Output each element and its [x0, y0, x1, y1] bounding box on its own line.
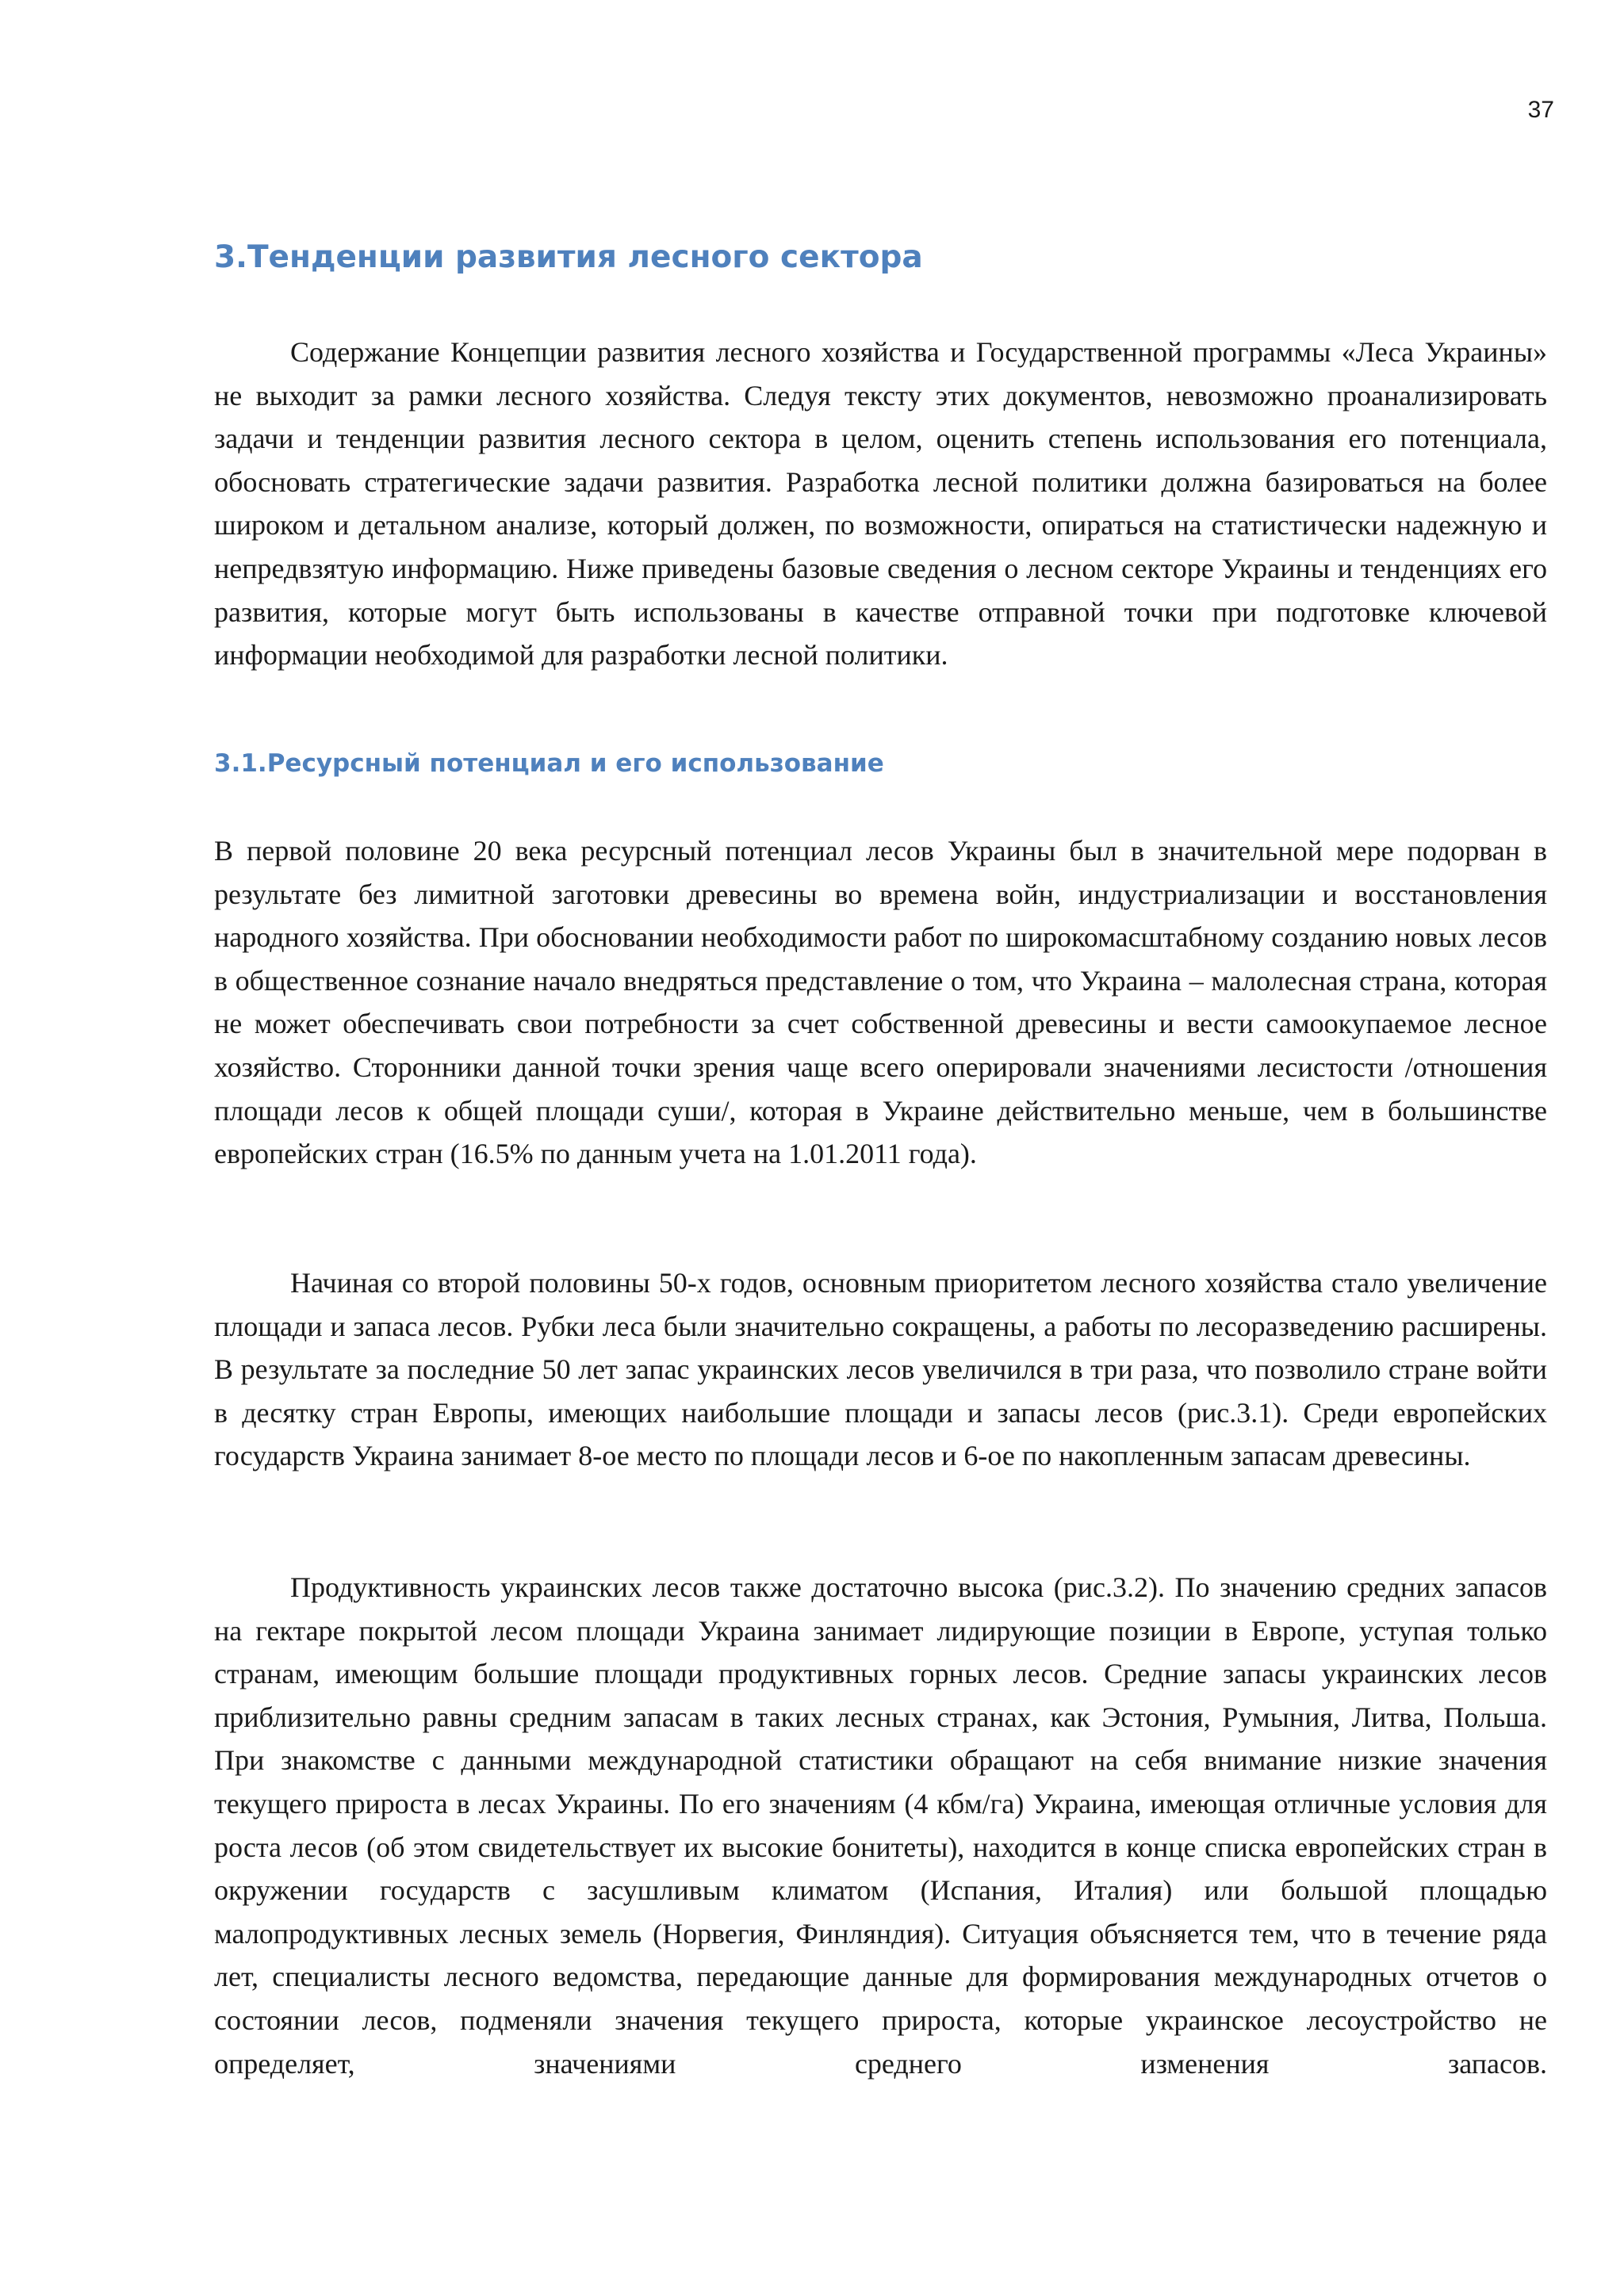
section-paragraph-3: Продуктивность украинских лесов также достаточно высока (рис.3.2). По значению средних запасов на гектаре покрытой лесом площади Украина занимает лидирующие позиции в Европе, уступая только странам, имеющим большие площади продуктивных горных лесов. Средние запасы украинских лесов приблизительно равны средним запасам в таких лесных странах, как Эстония, Румыния, Литва, Польша. При знакомстве с данными международной статистики обращают на себя внимание низкие значения текущего прироста в лесах Украины. По его значениям (4 кбм/га) Украина, имеющая отличные условия для роста лесов (об этом свидетельствует их высокие бонитеты), находится в конце списка европейских стран в окружении государств с засушливым климатом (Испания, Италия) или большой площадью малопродуктивных лесных земель (Норвегия, Финляндия). Ситуация объясняется тем, что в течение ряда лет, специалисты лесного ведомства, передающие данные для формирования международных отчетов о состоянии лесов, подменяли значения текущего прироста, которые украинское лесоустройство не определяет, значениями среднего изменения запасов. — [214, 1571, 1547, 2080]
section-paragraph-1: В первой половине 20 века ресурсный потенциал лесов Украины был в значительной мере подорван в результате без лимитной заготовки древесины во времена войн, индустриализации и восстановления народного хозяйства. При обосновании необходимости работ по широкомасштабному созданию новых лесов в общественное сознание начало внедряться представление о том, что Украина – малолесная страна, которая не может обеспечивать свои потребности за счет собственной древесины и вести самоокупаемое лесное хозяйство. Сторонники данной точки зрения чаще всего оперировали значениями лесистости /отношения площади лесов к общей площади суши/, которая в Украине действительно меньше, чем в большинстве европейских стран (16.5% по данным учета на 1.01.2011 года). — [214, 835, 1547, 1170]
chapter-intro-paragraph: Содержание Концепции развития лесного хозяйства и Государственной программы «Леса Украины» не выходит за рамки лесного хозяйства. Следуя тексту этих документов, невозможно проанализировать задачи и тенденции развития лесного сектора в целом, оценить степень использования его потенциала, обосновать стратегические задачи развития. Разработка лесной политики должна базироваться на более широком и детальном анализе, который должен, по возможности, опираться на статистически надежную и непредвзятую информацию. Ниже приведены базовые сведения о лесном секторе Украины и тенденциях его развития, которые могут быть использованы в качестве отправной точки при подготовке ключевой информации необходимой для разработки лесной политики. — [214, 336, 1547, 672]
chapter-title: 3.Тенденции развития лесного сектора — [214, 239, 923, 275]
section-title: 3.1.Ресурсный потенциал и его использование — [214, 749, 884, 778]
page-number: 37 — [1527, 97, 1554, 123]
section-paragraph-2: Начиная со второй половины 50-х годов, основным приоритетом лесного хозяйства стало увеличение площади и запаса лесов. Рубки леса были значительно сокращены, а работы по лесоразведению расширены. В результате за последние 50 лет запас украинских лесов увеличился в три раза, что позволило стране войти в десятку стран Европы, имеющих наибольшие площади и запасы лесов (рис.3.1). Среди европейских государств Украина занимает 8-ое место по площади лесов и 6-ое по накопленным запасам древесины. — [214, 1267, 1547, 1472]
